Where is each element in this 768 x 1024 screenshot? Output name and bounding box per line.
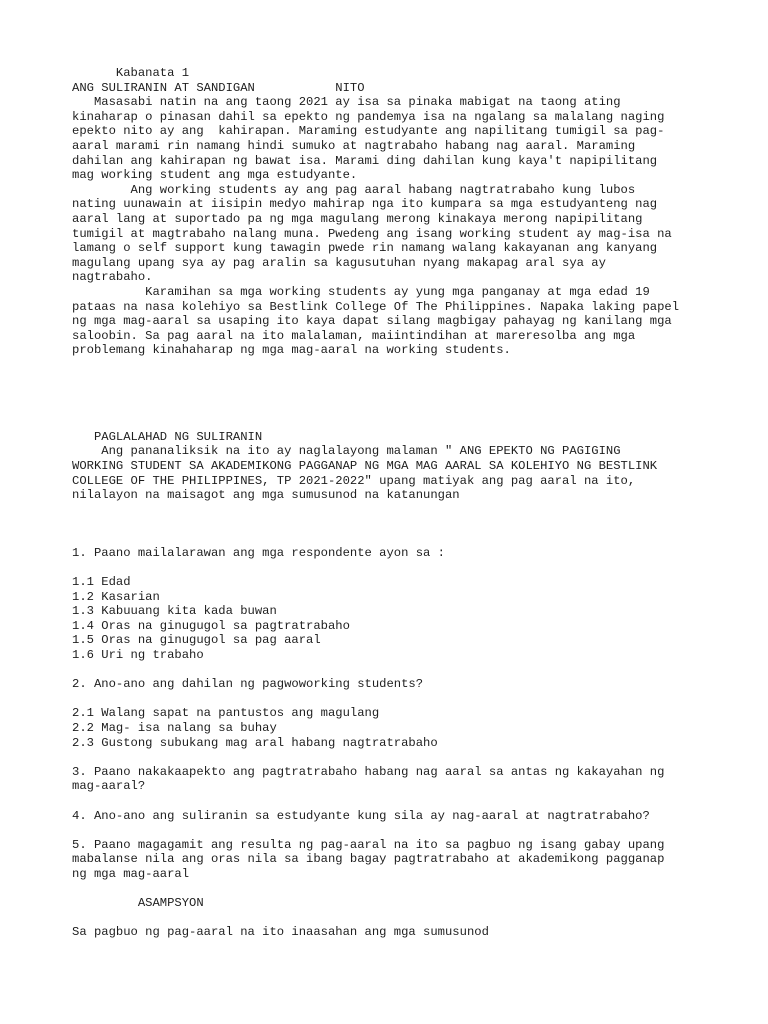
paragraph-line: problemang kinahaharap ng mga mag-aaral na working students. — [72, 343, 511, 358]
question-2: 2. Ano-ano ang dahilan ng pagwoworking students? — [72, 677, 424, 692]
problem-heading: PAGLALAHAD NG SULIRANIN — [72, 429, 263, 444]
paragraph-line: COLLEGE OF THE PHILIPPINES, TP 2021-2022" upang matiyak ang pag aaral na ito, — [72, 473, 636, 488]
chapter-title: Kabanata 1 — [72, 66, 190, 80]
list-item: 2.1 Walang sapat na pantustos ang magulang — [72, 706, 380, 721]
paragraph-line: ng mga mag-aaral sa usaping ito kaya dapat silang magbigay pahayag ng kanilang mga — [72, 314, 672, 329]
paragraph-line: Ang pananaliksik na ito ay naglalayong malaman " ANG EPEKTO NG PAGIGING — [72, 444, 621, 459]
paragraph-line: 3. Paano nakakaapekto ang pagtratrabaho habang nag aaral sa antas ng kakayahan ng — [72, 764, 665, 779]
question-5 — [72, 838, 732, 882]
spacer — [72, 692, 732, 707]
list-item: 1.2 Kasarian — [72, 589, 160, 604]
list-item: 1.5 Oras na ginugugol sa pag aaral — [72, 633, 321, 648]
chapter-heading: ANG SULIRANIN AT SANDIGAN NITO — [72, 80, 365, 95]
paragraph-line: aaral lang at suportado pa ng mga magulang merong kinakaya merong napipilitang — [72, 211, 643, 226]
paragraph-line: aaral marami rin namang hindi sumuko at nagtrabaho habang nag aaral. Maraming — [72, 138, 636, 153]
question-3 — [72, 765, 732, 794]
assumption-intro: Sa pagbuo ng pag-aaral na ito inaasahan ang mga sumusunod — [72, 925, 489, 940]
paragraph-line: kinaharap o pinasan dahil sa epekto ng pandemya isa na ngalang sa malalang naging — [72, 109, 665, 124]
question-1-list — [72, 575, 732, 663]
paragraph-line: saloobin. Sa pag aaral na ito malalaman, maiintindihan at mareresolba ang mga — [72, 328, 636, 343]
problem-intro — [72, 444, 732, 502]
spacer — [72, 750, 732, 765]
list-item: 1.1 Edad — [72, 575, 131, 590]
paragraph-line: WORKING STUDENT SA AKADEMIKONG PAGGANAP NG MGA MAG AARAL SA KOLEHIYO NG BESTLINK — [72, 459, 658, 474]
spacer — [72, 823, 732, 838]
paragraph-line: 5. Paano magagamit ang resulta ng pag-aaral na ito sa pagbuo ng isang gabay upang — [72, 837, 665, 852]
paragraph-line: pataas na nasa kolehiyo sa Bestlink College Of The Philippines. Napaka laking papel — [72, 299, 680, 314]
assumption-heading: ASAMPSYON — [72, 896, 204, 911]
paragraph-line: ng mga mag-aaral — [72, 866, 190, 881]
paragraph-line: magulang upang sya ay pag aralin sa kagusutuhan nyang makapag aral sya ay — [72, 255, 606, 270]
spacer — [72, 560, 732, 575]
spacer — [72, 663, 732, 678]
question-2-list — [72, 706, 732, 750]
question-4: 4. Ano-ano ang suliranin sa estudyante kung sila ay nag-aaral at nagtratrabaho? — [72, 808, 650, 823]
spacer — [72, 882, 732, 897]
paragraph-line: epekto nito ay ang kahirapan. Maraming estudyante ang napilitang tumigil sa pag- — [72, 124, 665, 139]
paragraph-line: Karamihan sa mga working students ay yung mga panganay at mga edad 19 — [72, 284, 650, 299]
paragraph-line: nating uunawain at iisipin medyo mahirap nga ito kumpara sa mga estudyanteng nag — [72, 197, 658, 212]
paragraph-line: mag working student ang mga estudyante. — [72, 168, 358, 183]
paragraph-line: tumigil at magtrabaho nalang muna. Pwedeng ang isang working student ay mag-isa na — [72, 226, 672, 241]
paragraph-line: Ang working students ay ang pag aaral habang nagtratrabaho kung lubos — [72, 182, 636, 197]
list-item: 1.4 Oras na ginugugol sa pagtratrabaho — [72, 618, 350, 633]
paragraph-line: mag-aaral? — [72, 779, 146, 794]
paragraph-line: dahilan ang kahirapan ng bawat isa. Marami ding dahilan kung kaya't napipilitang — [72, 153, 658, 168]
list-item: 2.2 Mag- isa nalang sa buhay — [72, 720, 277, 735]
document-page — [72, 66, 732, 940]
question-1: 1. Paano mailalarawan ang mga respondente ayon sa : — [72, 545, 445, 560]
paragraph-1 — [72, 95, 732, 183]
paragraph-line: Masasabi natin na ang taong 2021 ay isa sa pinaka mabigat na taong ating — [72, 95, 621, 110]
spacer — [72, 358, 732, 430]
paragraph-3 — [72, 285, 732, 358]
paragraph-line: mabalanse nila ang oras nila sa ibang bagay pagtratrabaho at akademikong pagganap — [72, 852, 665, 867]
spacer — [72, 911, 732, 926]
spacer — [72, 794, 732, 809]
paragraph-line: nilalayon na maisagot ang mga sumusunod na katanungan — [72, 488, 460, 503]
paragraph-line: nagtrabaho. — [72, 270, 153, 285]
list-item: 1.6 Uri ng trabaho — [72, 648, 204, 662]
list-item: 2.3 Gustong subukang mag aral habang nagtratrabaho — [72, 735, 438, 750]
paragraph-line: lamang o self support kung tawagin pwede rin namang walang kakayanan ang kanyang — [72, 241, 658, 256]
list-item: 1.3 Kabuuang kita kada buwan — [72, 604, 277, 619]
spacer — [72, 503, 732, 546]
paragraph-2 — [72, 183, 732, 285]
